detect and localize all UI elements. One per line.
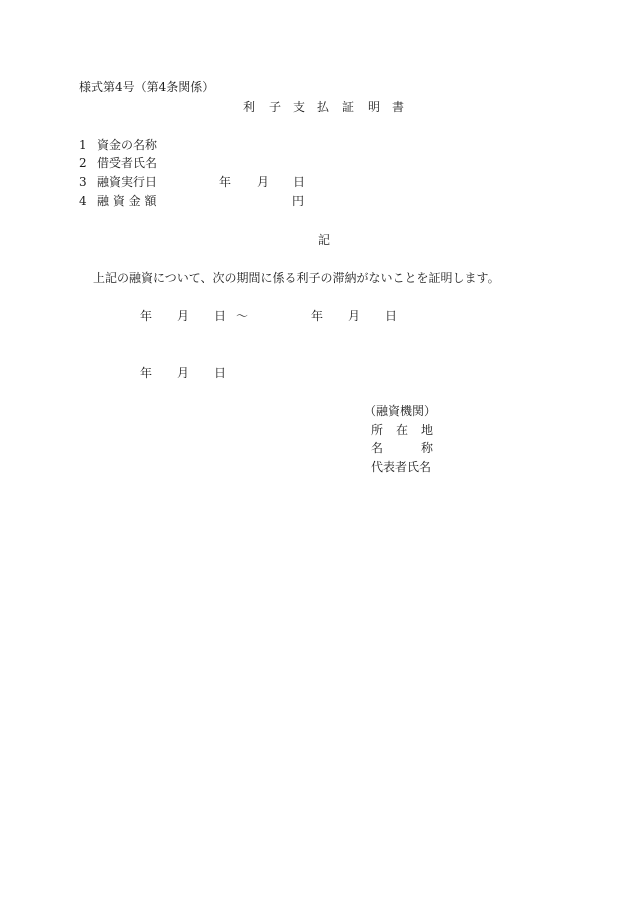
period-from-month: 月 [177, 309, 190, 323]
item-number: 2 [79, 156, 87, 170]
institution-heading: （融資機関） [364, 404, 437, 418]
period-to-day: 日 [385, 309, 398, 323]
title-char: 証 [342, 100, 355, 114]
item-number: 4 [79, 194, 87, 208]
institution-name-char: 称 [421, 441, 434, 455]
period-from-year: 年 [140, 309, 153, 323]
issue-date-month: 月 [177, 366, 190, 380]
execution-date-day: 日 [293, 175, 306, 189]
institution-address-char: 在 [396, 423, 409, 437]
issue-date-year: 年 [140, 366, 153, 380]
item-label-execution-date: 融資実行日 [97, 175, 158, 189]
period-to-year: 年 [311, 309, 324, 323]
title-char: 払 [317, 100, 330, 114]
form-number: 様式第4号（第4条関係） [79, 80, 215, 94]
item-label-borrower-name: 借受者氏名 [97, 156, 158, 170]
title-char: 書 [392, 100, 405, 114]
ki-heading: 記 [318, 233, 331, 247]
title-char: 利 [243, 100, 256, 114]
period-from-day: 日 [214, 309, 227, 323]
item-label-loan-amount: 融 資 金 額 [97, 194, 157, 208]
period-tilde: ～ [236, 309, 249, 323]
period-to-month: 月 [348, 309, 361, 323]
item-label-fund-name: 資金の名称 [97, 138, 158, 152]
loan-amount-unit: 円 [292, 194, 305, 208]
institution-address-char: 所 [371, 423, 384, 437]
title-char: 支 [293, 100, 306, 114]
institution-address-char: 地 [421, 423, 434, 437]
certification-statement: 上記の融資について、次の期間に係る利子の滞納がないことを証明します。 [93, 271, 500, 285]
execution-date-month: 月 [257, 175, 270, 189]
item-number: 3 [79, 175, 87, 189]
item-number: 1 [79, 138, 87, 152]
institution-representative: 代表者氏名 [371, 460, 432, 474]
title-char: 子 [269, 100, 282, 114]
execution-date-year: 年 [219, 175, 232, 189]
issue-date-day: 日 [214, 366, 227, 380]
title-char: 明 [368, 100, 381, 114]
institution-name-char: 名 [371, 441, 384, 455]
